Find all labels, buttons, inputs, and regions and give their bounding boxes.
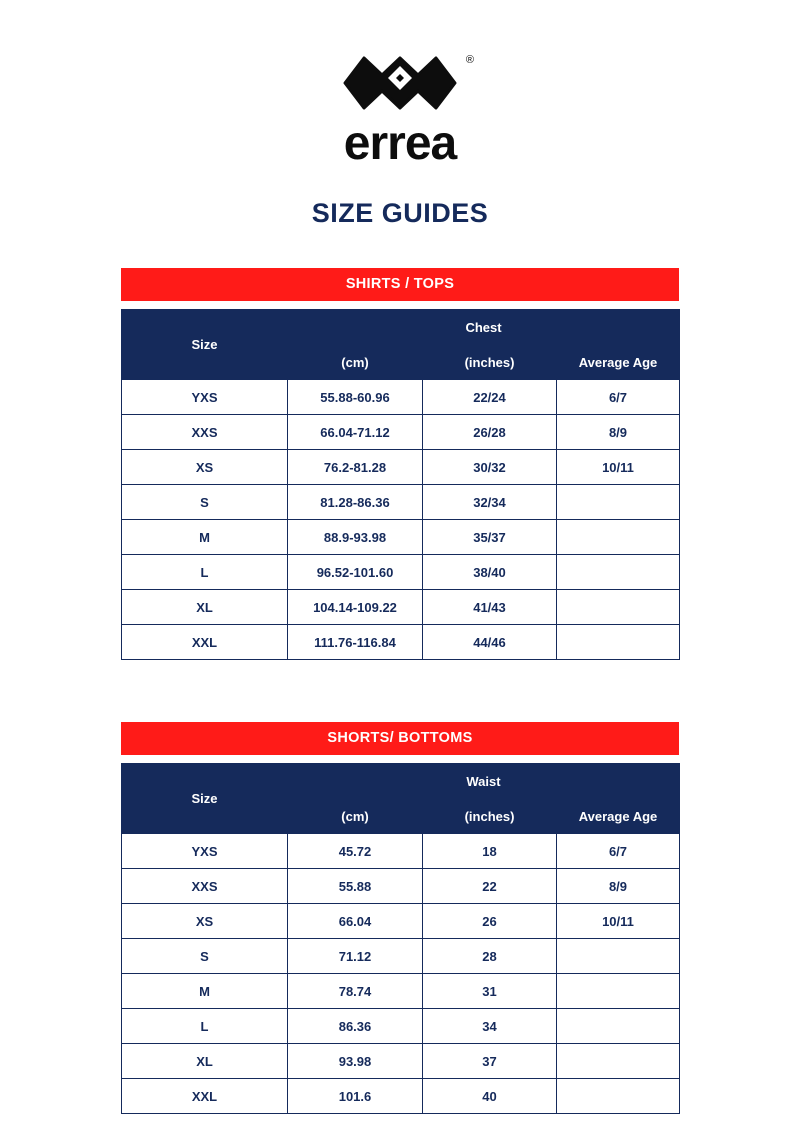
brand-wordmark: errea	[343, 117, 457, 170]
cell-cm: 45.72	[288, 834, 423, 869]
cell-inches: 40	[423, 1079, 557, 1114]
cell-cm: 93.98	[288, 1044, 423, 1079]
header-size: Size	[122, 310, 288, 380]
cell-age: 8/9	[557, 869, 680, 904]
cell-cm: 76.2-81.28	[288, 450, 423, 485]
shorts-bottoms-table	[121, 763, 680, 1114]
table-row	[122, 904, 680, 939]
subheader-cm: (cm)	[288, 345, 423, 380]
cell-size: S	[122, 485, 288, 520]
cell-size: XL	[122, 590, 288, 625]
table-row	[122, 1009, 680, 1044]
table-row	[122, 1079, 680, 1114]
table-header-row	[122, 764, 680, 799]
cell-inches: 18	[423, 834, 557, 869]
cell-size: XL	[122, 1044, 288, 1079]
table-row	[122, 450, 680, 485]
cell-cm: 101.6	[288, 1079, 423, 1114]
subheader-age: Average Age	[557, 799, 680, 834]
cell-age	[557, 974, 680, 1009]
cell-cm: 104.14-109.22	[288, 590, 423, 625]
cell-size: XS	[122, 450, 288, 485]
shirts-tops-block	[121, 268, 679, 660]
table-row	[122, 590, 680, 625]
cell-cm: 81.28-86.36	[288, 485, 423, 520]
cell-size: XXS	[122, 869, 288, 904]
cell-age	[557, 520, 680, 555]
table-row	[122, 939, 680, 974]
cell-cm: 55.88-60.96	[288, 380, 423, 415]
cell-inches: 26	[423, 904, 557, 939]
cell-age: 6/7	[557, 834, 680, 869]
table-row	[122, 415, 680, 450]
cell-size: M	[122, 520, 288, 555]
table-row	[122, 1044, 680, 1079]
cell-age	[557, 555, 680, 590]
cell-cm: 66.04	[288, 904, 423, 939]
table-header-row	[122, 310, 680, 345]
cell-age	[557, 1044, 680, 1079]
brand-logo	[0, 0, 800, 168]
page-title: SIZE GUIDES	[311, 198, 489, 228]
header-measure: Chest	[288, 310, 680, 345]
subheader-inches: (inches)	[423, 799, 557, 834]
subheader-cm: (cm)	[288, 799, 423, 834]
cell-inches: 31	[423, 974, 557, 1009]
registered-mark: ®	[465, 54, 474, 66]
cell-age	[557, 625, 680, 660]
cell-size: YXS	[122, 834, 288, 869]
cell-inches: 22/24	[423, 380, 557, 415]
shorts-bottoms-block	[121, 722, 679, 1114]
shorts-bottoms-band: SHORTS/ BOTTOMS	[121, 722, 679, 755]
cell-inches: 38/40	[423, 555, 557, 590]
cell-size: S	[122, 939, 288, 974]
cell-cm: 71.12	[288, 939, 423, 974]
cell-age: 8/9	[557, 415, 680, 450]
cell-size: XS	[122, 904, 288, 939]
cell-inches: 28	[423, 939, 557, 974]
cell-cm: 55.88	[288, 869, 423, 904]
cell-age	[557, 590, 680, 625]
cell-age: 6/7	[557, 380, 680, 415]
cell-size: XXL	[122, 625, 288, 660]
cell-inches: 37	[423, 1044, 557, 1079]
shirts-tops-band: SHIRTS / TOPS	[121, 268, 679, 301]
cell-inches: 26/28	[423, 415, 557, 450]
cell-inches: 22	[423, 869, 557, 904]
cell-age	[557, 485, 680, 520]
cell-inches: 34	[423, 1009, 557, 1044]
cell-cm: 78.74	[288, 974, 423, 1009]
cell-cm: 88.9-93.98	[288, 520, 423, 555]
cell-size: M	[122, 974, 288, 1009]
subheader-inches: (inches)	[423, 345, 557, 380]
subheader-age: Average Age	[557, 345, 680, 380]
cell-size: YXS	[122, 380, 288, 415]
header-size: Size	[122, 764, 288, 834]
cell-cm: 96.52-101.60	[288, 555, 423, 590]
cell-size: XXL	[122, 1079, 288, 1114]
cell-inches: 35/37	[423, 520, 557, 555]
cell-age	[557, 1079, 680, 1114]
table-row	[122, 555, 680, 590]
cell-size: L	[122, 555, 288, 590]
cell-inches: 44/46	[423, 625, 557, 660]
cell-inches: 32/34	[423, 485, 557, 520]
table-row	[122, 869, 680, 904]
table-row	[122, 520, 680, 555]
table-row	[122, 974, 680, 1009]
cell-age	[557, 1009, 680, 1044]
cell-age	[557, 939, 680, 974]
cell-cm: 86.36	[288, 1009, 423, 1044]
cell-size: L	[122, 1009, 288, 1044]
cell-inches: 30/32	[423, 450, 557, 485]
cell-cm: 66.04-71.12	[288, 415, 423, 450]
cell-age: 10/11	[557, 450, 680, 485]
errea-logo-icon	[342, 52, 474, 114]
cell-inches: 41/43	[423, 590, 557, 625]
cell-size: XXS	[122, 415, 288, 450]
cell-age: 10/11	[557, 904, 680, 939]
table-row	[122, 625, 680, 660]
shirts-tops-table	[121, 309, 680, 660]
table-row	[122, 485, 680, 520]
header-measure: Waist	[288, 764, 680, 799]
table-row	[122, 834, 680, 869]
table-row	[122, 380, 680, 415]
cell-cm: 111.76-116.84	[288, 625, 423, 660]
